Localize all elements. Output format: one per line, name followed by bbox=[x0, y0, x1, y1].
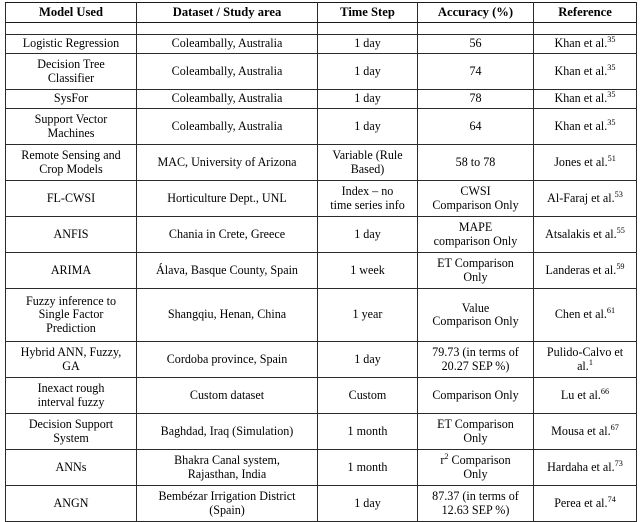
column-header-dataset-study-area: Dataset / Study area bbox=[137, 3, 318, 23]
cell-accuracy: MAPE comparison Only bbox=[418, 217, 534, 253]
cell-dataset-study-area: Baghdad, Iraq (Simulation) bbox=[137, 414, 318, 450]
reference-superscript: 53 bbox=[614, 189, 623, 199]
accuracy-superscript: 2 bbox=[444, 452, 449, 462]
column-header-time-step: Time Step bbox=[318, 3, 418, 23]
reference-superscript: 35 bbox=[607, 90, 616, 100]
cell-accuracy: 64 bbox=[418, 109, 534, 145]
cell-dataset-study-area: Shangqiu, Henan, China bbox=[137, 289, 318, 342]
cell-dataset-study-area: Bembézar Irrigation District (Spain) bbox=[137, 486, 318, 522]
cell-accuracy: 87.37 (in terms of 12.63 SEP %) bbox=[418, 486, 534, 522]
cell-time-step: 1 day bbox=[318, 342, 418, 378]
spacer-cell bbox=[318, 23, 418, 35]
reference-superscript: 73 bbox=[614, 458, 623, 468]
cell-dataset-study-area: Coleambally, Australia bbox=[137, 90, 318, 109]
table-row bbox=[6, 378, 637, 414]
cell-model-used: Decision Support System bbox=[6, 414, 137, 450]
cell-dataset-study-area: Coleambally, Australia bbox=[137, 54, 318, 90]
cell-time-step: 1 month bbox=[318, 414, 418, 450]
spacer-row bbox=[6, 23, 637, 35]
cell-model-used: Inexact rough interval fuzzy bbox=[6, 378, 137, 414]
cell-time-step: 1 day bbox=[318, 54, 418, 90]
table-row bbox=[6, 342, 637, 378]
table-row bbox=[6, 450, 637, 486]
cell-reference: Hardaha et al.$^{73}$ bbox=[534, 450, 637, 486]
cell-reference: Khan et al.$^{35}$ bbox=[534, 54, 637, 90]
cell-reference: Atsalakis et al.$^{55}$ bbox=[534, 217, 637, 253]
reference-superscript: 51 bbox=[607, 153, 616, 163]
reference-superscript: 35 bbox=[607, 35, 616, 45]
cell-dataset-study-area: Coleambally, Australia bbox=[137, 109, 318, 145]
table-header bbox=[6, 3, 637, 23]
table-row bbox=[6, 289, 637, 342]
cell-reference: Landeras et al.$^{59}$ bbox=[534, 253, 637, 289]
cell-accuracy: Value Comparison Only bbox=[418, 289, 534, 342]
table-row bbox=[6, 486, 637, 522]
cell-accuracy: 56 bbox=[418, 35, 534, 54]
cell-reference: Mousa et al.$^{67}$ bbox=[534, 414, 637, 450]
cell-reference: Lu et al.$^{66}$ bbox=[534, 378, 637, 414]
table-row bbox=[6, 90, 637, 109]
spacer-cell bbox=[137, 23, 318, 35]
cell-model-used: Logistic Regression bbox=[6, 35, 137, 54]
table-body bbox=[6, 23, 637, 522]
spacer-cell bbox=[418, 23, 534, 35]
cell-dataset-study-area: MAC, University of Arizona bbox=[137, 145, 318, 181]
table-row bbox=[6, 35, 637, 54]
reference-superscript: 35 bbox=[607, 62, 616, 72]
table-row bbox=[6, 253, 637, 289]
cell-dataset-study-area: Horticulture Dept., UNL bbox=[137, 181, 318, 217]
cell-model-used: Decision Tree Classifier bbox=[6, 54, 137, 90]
cell-dataset-study-area: Coleambally, Australia bbox=[137, 35, 318, 54]
cell-time-step: 1 year bbox=[318, 289, 418, 342]
column-header-reference: Reference bbox=[534, 3, 637, 23]
cell-dataset-study-area: Chania in Crete, Greece bbox=[137, 217, 318, 253]
cell-time-step: 1 month bbox=[318, 450, 418, 486]
cell-reference: Khan et al.$^{35}$ bbox=[534, 35, 637, 54]
cell-time-step: 1 week bbox=[318, 253, 418, 289]
cell-dataset-study-area: Álava, Basque County, Spain bbox=[137, 253, 318, 289]
cell-model-used: Remote Sensing and Crop Models bbox=[6, 145, 137, 181]
spacer-cell bbox=[534, 23, 637, 35]
cell-reference: Jones et al.$^{51}$ bbox=[534, 145, 637, 181]
cell-reference: Chen et al.$^{61}$ bbox=[534, 289, 637, 342]
cell-time-step: Custom bbox=[318, 378, 418, 414]
table-row bbox=[6, 109, 637, 145]
table-row bbox=[6, 145, 637, 181]
reference-superscript: 1 bbox=[588, 357, 593, 367]
cell-dataset-study-area: Bhakra Canal system, Rajasthan, India bbox=[137, 450, 318, 486]
cell-time-step: 1 day bbox=[318, 35, 418, 54]
cell-time-step: 1 day bbox=[318, 486, 418, 522]
cell-time-step: Variable (Rule Based) bbox=[318, 145, 418, 181]
cell-model-used: ANFIS bbox=[6, 217, 137, 253]
irrigation-models-table bbox=[5, 2, 637, 522]
table-row bbox=[6, 217, 637, 253]
cell-accuracy: $r^2$ Comparison Only bbox=[418, 450, 534, 486]
cell-model-used: FL-CWSI bbox=[6, 181, 137, 217]
reference-superscript: 67 bbox=[610, 422, 619, 432]
cell-model-used: Hybrid ANN, Fuzzy, GA bbox=[6, 342, 137, 378]
reference-superscript: 66 bbox=[600, 386, 610, 396]
cell-accuracy: 79.73 (in terms of 20.27 SEP %) bbox=[418, 342, 534, 378]
reference-superscript: 59 bbox=[616, 261, 625, 271]
cell-reference: Perea et al.$^{74}$ bbox=[534, 486, 637, 522]
column-header-accuracy: Accuracy (%) bbox=[418, 3, 534, 23]
cell-accuracy: ET Comparison Only bbox=[418, 414, 534, 450]
cell-model-used: Support Vector Machines bbox=[6, 109, 137, 145]
cell-accuracy: 74 bbox=[418, 54, 534, 90]
reference-superscript: 55 bbox=[616, 225, 625, 235]
cell-accuracy: ET Comparison Only bbox=[418, 253, 534, 289]
cell-dataset-study-area: Cordoba province, Spain bbox=[137, 342, 318, 378]
cell-accuracy: Comparison Only bbox=[418, 378, 534, 414]
cell-accuracy: 78 bbox=[418, 90, 534, 109]
cell-accuracy: 58 to 78 bbox=[418, 145, 534, 181]
cell-accuracy: CWSI Comparison Only bbox=[418, 181, 534, 217]
cell-model-used: Fuzzy inference to Single Factor Prediction bbox=[6, 289, 137, 342]
spacer-cell bbox=[6, 23, 137, 35]
table-row bbox=[6, 414, 637, 450]
cell-model-used: ARIMA bbox=[6, 253, 137, 289]
cell-reference: Al-Faraj et al.$^{53}$ bbox=[534, 181, 637, 217]
column-header-model-used: Model Used bbox=[6, 3, 137, 23]
cell-model-used: ANNs bbox=[6, 450, 137, 486]
cell-time-step: 1 day bbox=[318, 109, 418, 145]
cell-model-used: SysFor bbox=[6, 90, 137, 109]
table-row bbox=[6, 181, 637, 217]
cell-time-step: 1 day bbox=[318, 90, 418, 109]
reference-superscript: 74 bbox=[607, 494, 616, 504]
cell-time-step: Index – no time series info bbox=[318, 181, 418, 217]
reference-superscript: 61 bbox=[606, 306, 616, 316]
research-table-container bbox=[5, 2, 636, 522]
table-row bbox=[6, 54, 637, 90]
cell-reference: Khan et al.$^{35}$ bbox=[534, 109, 637, 145]
cell-dataset-study-area: Custom dataset bbox=[137, 378, 318, 414]
reference-superscript: 35 bbox=[607, 117, 616, 127]
header-row bbox=[6, 3, 637, 23]
cell-reference: Pulido-Calvo et al.$^1$ bbox=[534, 342, 637, 378]
cell-time-step: 1 day bbox=[318, 217, 418, 253]
cell-model-used: ANGN bbox=[6, 486, 137, 522]
cell-reference: Khan et al.$^{35}$ bbox=[534, 90, 637, 109]
